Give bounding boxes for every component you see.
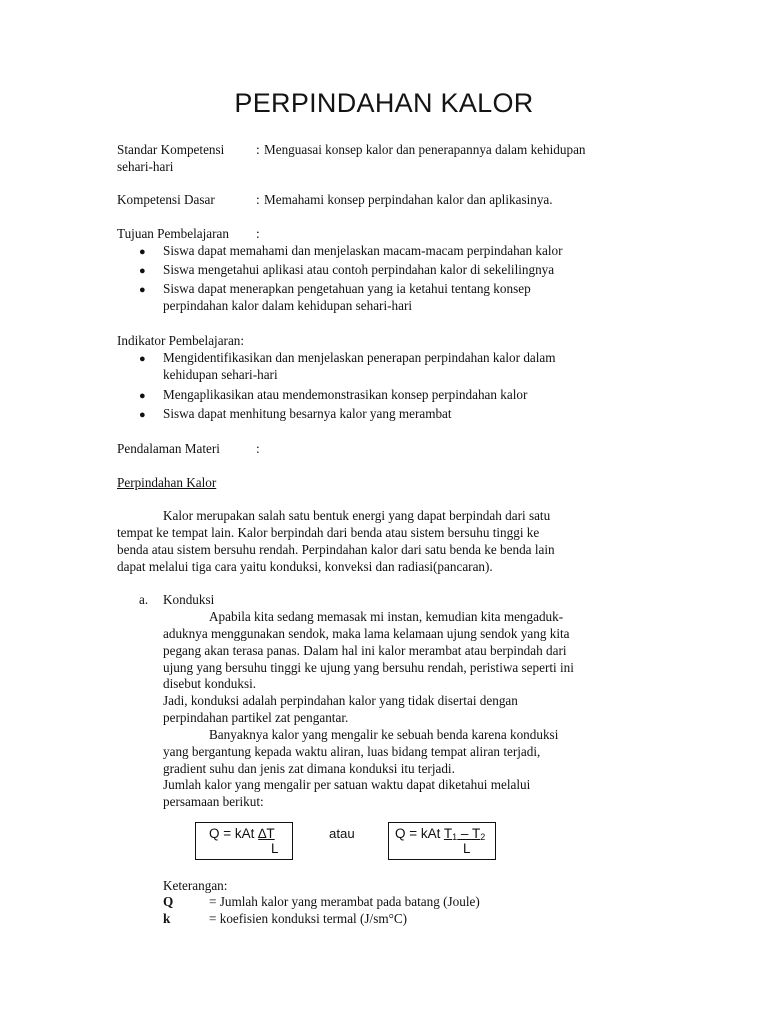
konduksi-line: gradient suhu dan jenis zat dimana konduksi itu terjadi. (163, 761, 455, 776)
symbol-k: k (163, 911, 171, 926)
bullet-icon (139, 263, 146, 280)
page-title: PERPINDAHAN KALOR (234, 88, 534, 118)
list-marker-a: a. (139, 592, 149, 607)
tujuan-item-continued: perpindahan kalor dalam kehidupan sehari-hari (163, 298, 412, 313)
formula2-expression (395, 826, 485, 843)
konduksi-line: disebut konduksi. (163, 676, 257, 691)
keterangan-symbol (163, 894, 173, 911)
symbol-q: Q (163, 894, 174, 909)
pendalaman-label: Pendalaman Materi (117, 441, 220, 456)
konduksi-line: Banyaknya kalor yang mengalir ke sebuah benda karena konduksi (209, 727, 559, 742)
formula2-t1: T (443, 826, 453, 841)
standar-text-line1: Menguasai konsep kalor dan penerapannya dalam kehidupan (264, 142, 586, 157)
atau-text: atau (329, 826, 355, 841)
formula2-sub2: 2 (480, 832, 486, 842)
indikator-item: Mengidentifikasikan dan menjelaskan penerapan perpindahan kalor dalam (163, 350, 556, 365)
konduksi-line: ujung yang bersuhu tinggi ke ujung yang bersuhu rendah, peristiwa seperti ini (163, 660, 574, 675)
formula1-delta: ∆T (258, 826, 275, 841)
formula2-numerator (444, 826, 485, 841)
bullet-icon (139, 282, 146, 299)
formula2-prefix: Q = kAt (395, 826, 444, 841)
konduksi-line: yang bergantung kepada waktu aliran, luas bidang tempat aliran terjadi, (163, 744, 541, 759)
intro-line: Kalor merupakan salah satu bentuk energi yang dapat berpindah dari satu (163, 508, 551, 523)
bullet-icon (139, 351, 146, 368)
konduksi-line: pegang akan terasa panas. Dalam hal ini kalor merambat atau berpindah dari (163, 643, 567, 658)
section-subheading: Perpindahan Kalor (117, 475, 217, 490)
pendalaman-colon: : (256, 441, 260, 456)
tujuan-item: Siswa mengetahui aplikasi atau contoh perpindahan kalor di sekelilingnya (163, 262, 555, 277)
indikator-label: Indikator Pembelajaran: (117, 333, 245, 348)
tujuan-item: Siswa dapat menerapkan pengetahuan yang ia ketahui tentang konsep (163, 281, 531, 296)
formula2-denominator: L (463, 841, 471, 856)
formula2-dash: – (457, 826, 472, 841)
standar-colon: : (256, 142, 260, 157)
keterangan-symbol (163, 911, 170, 928)
tujuan-label: Tujuan Pembelajaran (117, 226, 229, 241)
konduksi-line: perpindahan partikel zat pengantar. (163, 710, 349, 725)
bullet-icon (139, 244, 146, 261)
tujuan-item: Siswa dapat memahami dan menjelaskan macam-macam perpindahan kalor (163, 243, 563, 258)
formula1-expression (209, 826, 275, 843)
intro-line: benda atau sistem bersuhu rendah. Perpindahan kalor dari satu benda ke benda lain (117, 542, 555, 557)
kompetensi-text: Memahami konsep perpindahan kalor dan aplikasinya. (264, 192, 553, 207)
bullet-icon (139, 407, 146, 424)
formula2-t2: T (471, 826, 481, 841)
konduksi-heading: Konduksi (163, 592, 215, 607)
formula1-denominator: L (271, 841, 279, 856)
standar-text-line2: sehari-hari (117, 159, 174, 174)
bullet-icon (139, 388, 146, 405)
konduksi-line: Jumlah kalor yang mengalir per satuan waktu dapat diketahui melalui (163, 777, 531, 792)
formula1-prefix: Q = kAt (209, 826, 259, 841)
keterangan-desc: = koefisien konduksi termal (J/sm°C) (209, 911, 408, 926)
indikator-item: Siswa dapat menhitung besarnya kalor yang merambat (163, 406, 452, 421)
formula2-sub1: 1 (452, 832, 458, 842)
konduksi-line: Apabila kita sedang memasak mi instan, kemudian kita mengaduk- (209, 609, 564, 624)
formula-box-2 (388, 822, 496, 860)
kompetensi-label: Kompetensi Dasar (117, 192, 215, 207)
konduksi-line: Jadi, konduksi adalah perpindahan kalor yang tidak disertai dengan (163, 693, 518, 708)
intro-line: tempat ke tempat lain. Kalor berpindah dari benda atau sistem bersuhu tinggi ke (117, 525, 540, 540)
formula-box-1 (195, 822, 293, 860)
keterangan-label: Keterangan: (163, 878, 228, 893)
kompetensi-colon: : (256, 192, 260, 207)
keterangan-desc: = Jumlah kalor yang merambat pada batang (Joule) (209, 894, 480, 909)
konduksi-line: persamaan berikut: (163, 794, 264, 809)
indikator-item: Mengaplikasikan atau mendemonstrasikan konsep perpindahan kalor (163, 387, 528, 402)
konduksi-line: aduknya menggunakan sendok, maka lama kelamaan ujung sendok yang kita (163, 626, 570, 641)
intro-line: dapat melalui tiga cara yaitu konduksi, konveksi dan radiasi(pancaran). (117, 559, 493, 574)
tujuan-colon: : (256, 226, 260, 241)
indikator-item-continued: kehidupan sehari-hari (163, 367, 278, 382)
standar-label: Standar Kompetensi (117, 142, 225, 157)
